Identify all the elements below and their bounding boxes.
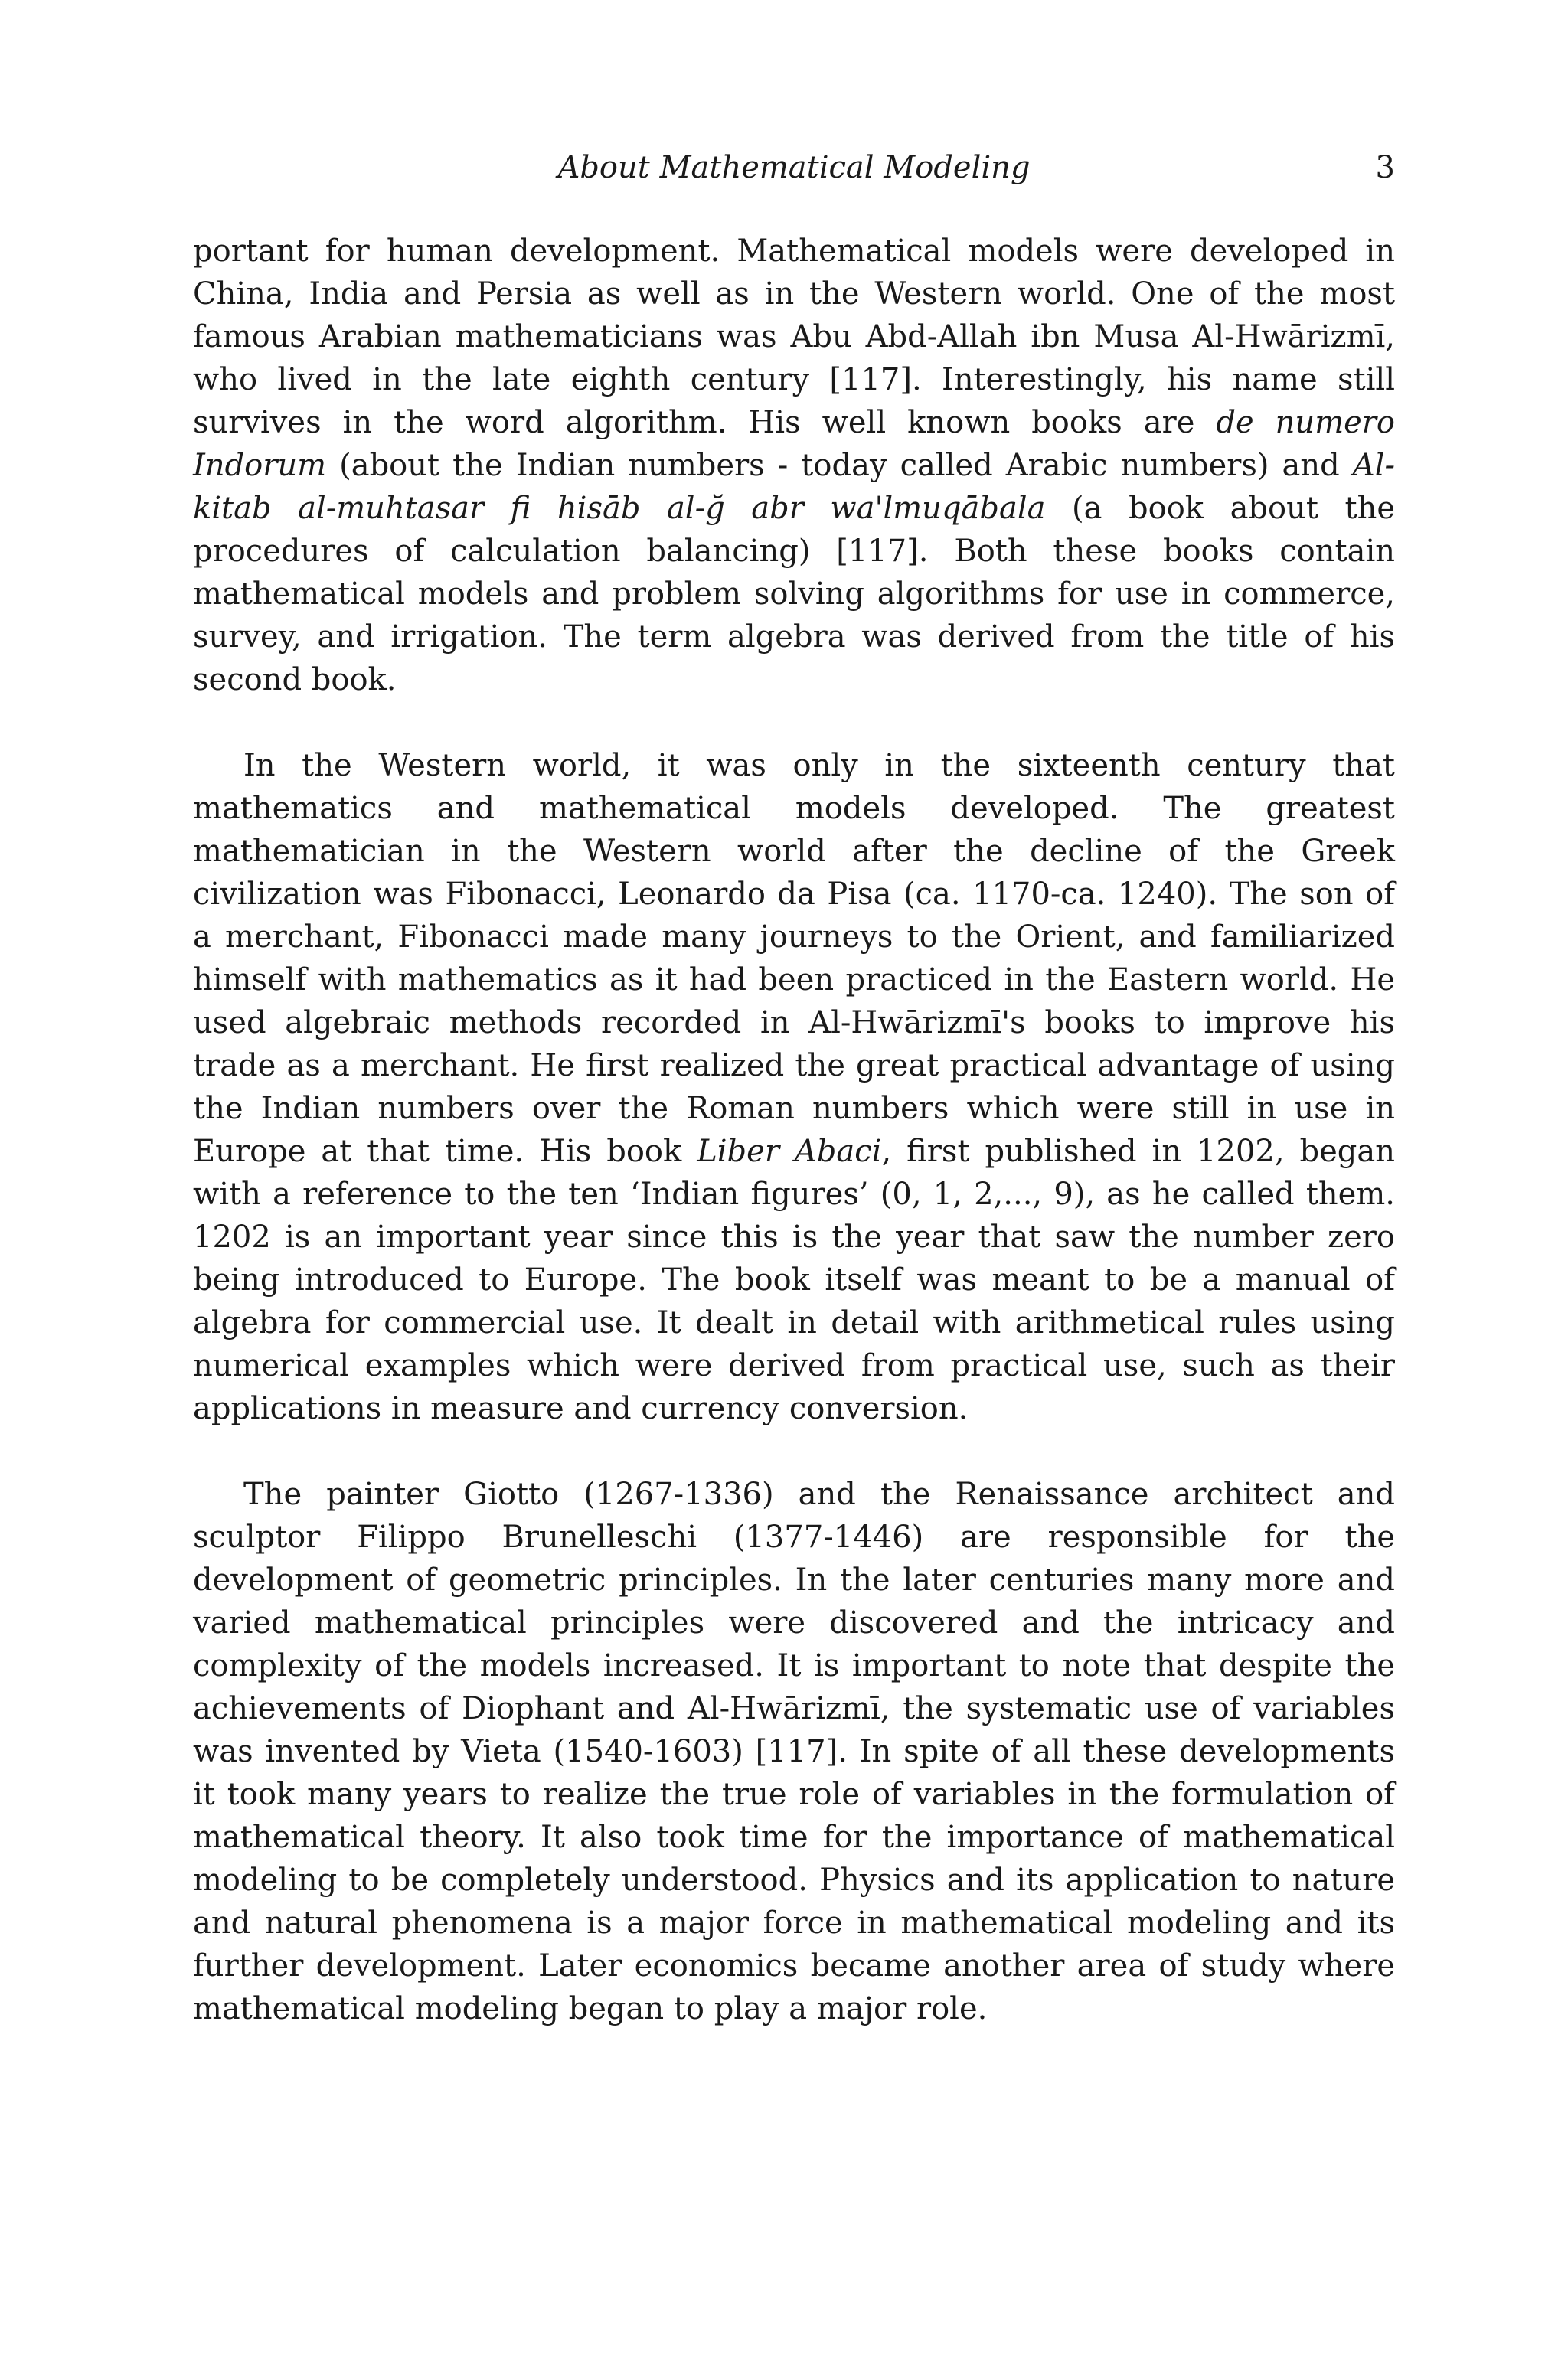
- text-run: portant for human development. Mathematical models were developed in China, India and Persia as well as in the Western world. One of the most famous Arabian mathematicians was Abu Abd-Allah ibn Musa Al-Hwārizmī, who lived in the late eighth century [117]. Interestingly, his name still survives in the word algorithm. His well known books are: [193, 233, 1395, 440]
- text-run: The painter Giotto (1267-1336) and the Renaissance architect and sculptor Filippo Brunelleschi (1377-1446) are responsible for the development of geometric principles. In the later centuries many more and varied mathematical principles were discovered and the intricacy and complexity of the models increased. It is important to note that despite the achievements of Diophant and Al-Hwārizmī, the systematic use of variables was invented by Vieta (1540-1603) [117]. In spite of all these developments it took many years to realize the true role of variables in the formulation of mathematical theory. It also took time for the importance of mathematical modeling to be completely understood. Physics and its application to nature and natural phenomena is a major force in mathematical modeling and its further development. Later economics became another area of study where mathematical modeling began to play a major role.: [193, 1477, 1395, 2026]
- text-run: In the Western world, it was only in the sixteenth century that mathematics and mathematical models developed. The greatest mathematician in the Western world after the decline of the Greek civilization was Fibonacci, Leonardo da Pisa (ca. 1170-ca. 1240). The son of a merchant, Fibonacci made many journeys to the Orient, and familiarized himself with mathematics as it had been practiced in the Eastern world. He used algebraic methods recorded in Al-Hwārizmī's books to improve his trade as a merchant. He first realized the great practical advantage of using the Indian numbers over the Roman numbers which were still in use in Europe at that time. His book: [193, 748, 1395, 1169]
- running-header: [193, 150, 1395, 196]
- text-run: (about the Indian numbers - today called Arabic numbers) and: [326, 448, 1353, 483]
- italic-title-text: Liber Abaci: [697, 1134, 882, 1169]
- paragraph: [193, 744, 1395, 1430]
- page-number: 3: [1375, 150, 1395, 185]
- running-title: About Mathematical Modeling: [557, 150, 1031, 185]
- body-text: [193, 230, 1395, 2073]
- italic-title-text: de numero Indorum: [193, 405, 1395, 483]
- text-run: , first published in 1202, began with a reference to the ten ‘Indian figures’ (0, 1, 2,..., 9), as he called them. 1202 is an important year since this is the year that saw the number zero being introduced to Europe. The book itself was meant to be a manual of algebra for commercial use. It dealt in detail with arithmetical rules using numerical examples which were derived from practical use, such as their applications in measure and currency conversion.: [193, 1134, 1395, 1426]
- italic-title-text: Al-kitab al-muhtasar fi hisāb al-ğ abr wa'lmuqābala: [193, 448, 1395, 526]
- paragraph: [193, 1473, 1395, 2030]
- paragraph: [193, 230, 1395, 701]
- text-run: (a book about the procedures of calculation balancing) [117]. Both these books contain mathematical models and problem solving algorithms for use in commerce, survey, and irrigation. The term algebra was derived from the title of his second book.: [193, 491, 1395, 697]
